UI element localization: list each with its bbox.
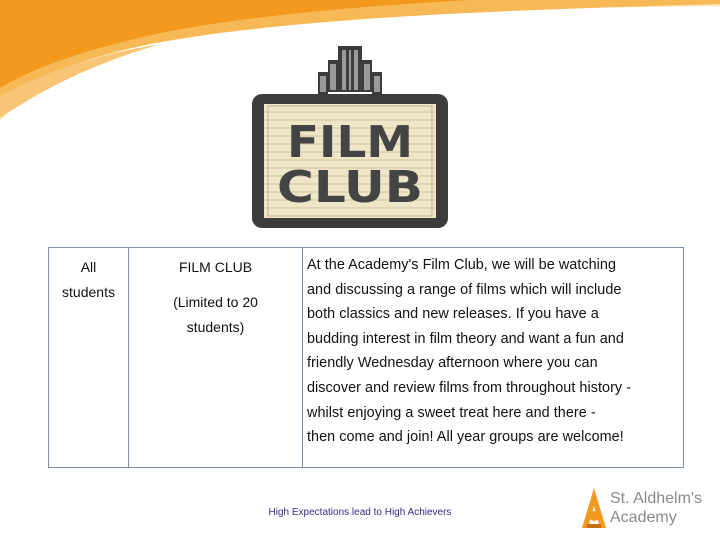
description-line: friendly Wednesday afternoon where you can xyxy=(307,355,598,372)
school-name-line: Academy xyxy=(610,509,677,526)
activity-table xyxy=(48,247,684,468)
footer-motto: High Expectations lead to High Achievers xyxy=(268,507,452,518)
activity-note: (Limited to 20 xyxy=(173,294,258,310)
description-line: and discussing a range of films which will include xyxy=(307,281,622,298)
activity-note: students) xyxy=(186,319,245,335)
description-line: whilst enjoying a sweet treat here and there - xyxy=(307,404,596,421)
audience-line: students xyxy=(62,284,115,300)
description-line: discover and review films from throughout history - xyxy=(307,379,632,396)
school-name-line: St. Aldhelm's xyxy=(610,490,702,507)
activity-title: FILM CLUB xyxy=(178,259,253,275)
logo-line-2: CLUB xyxy=(277,162,423,213)
audience-line: All xyxy=(80,259,97,275)
description-line: then come and join! All year groups are welcome! xyxy=(307,429,624,446)
film-club-logo xyxy=(250,44,450,230)
activity-cell xyxy=(129,248,303,467)
description-line: budding interest in film theory and want a fun and xyxy=(307,330,624,347)
description-cell xyxy=(303,248,683,467)
school-name xyxy=(610,489,702,527)
logo-line-1: FILM xyxy=(287,117,413,168)
audience-cell xyxy=(49,248,129,467)
description-line: At the Academy's Film Club, we will be watching xyxy=(307,257,617,273)
description-line: both classics and new releases. If you have a xyxy=(307,306,599,323)
